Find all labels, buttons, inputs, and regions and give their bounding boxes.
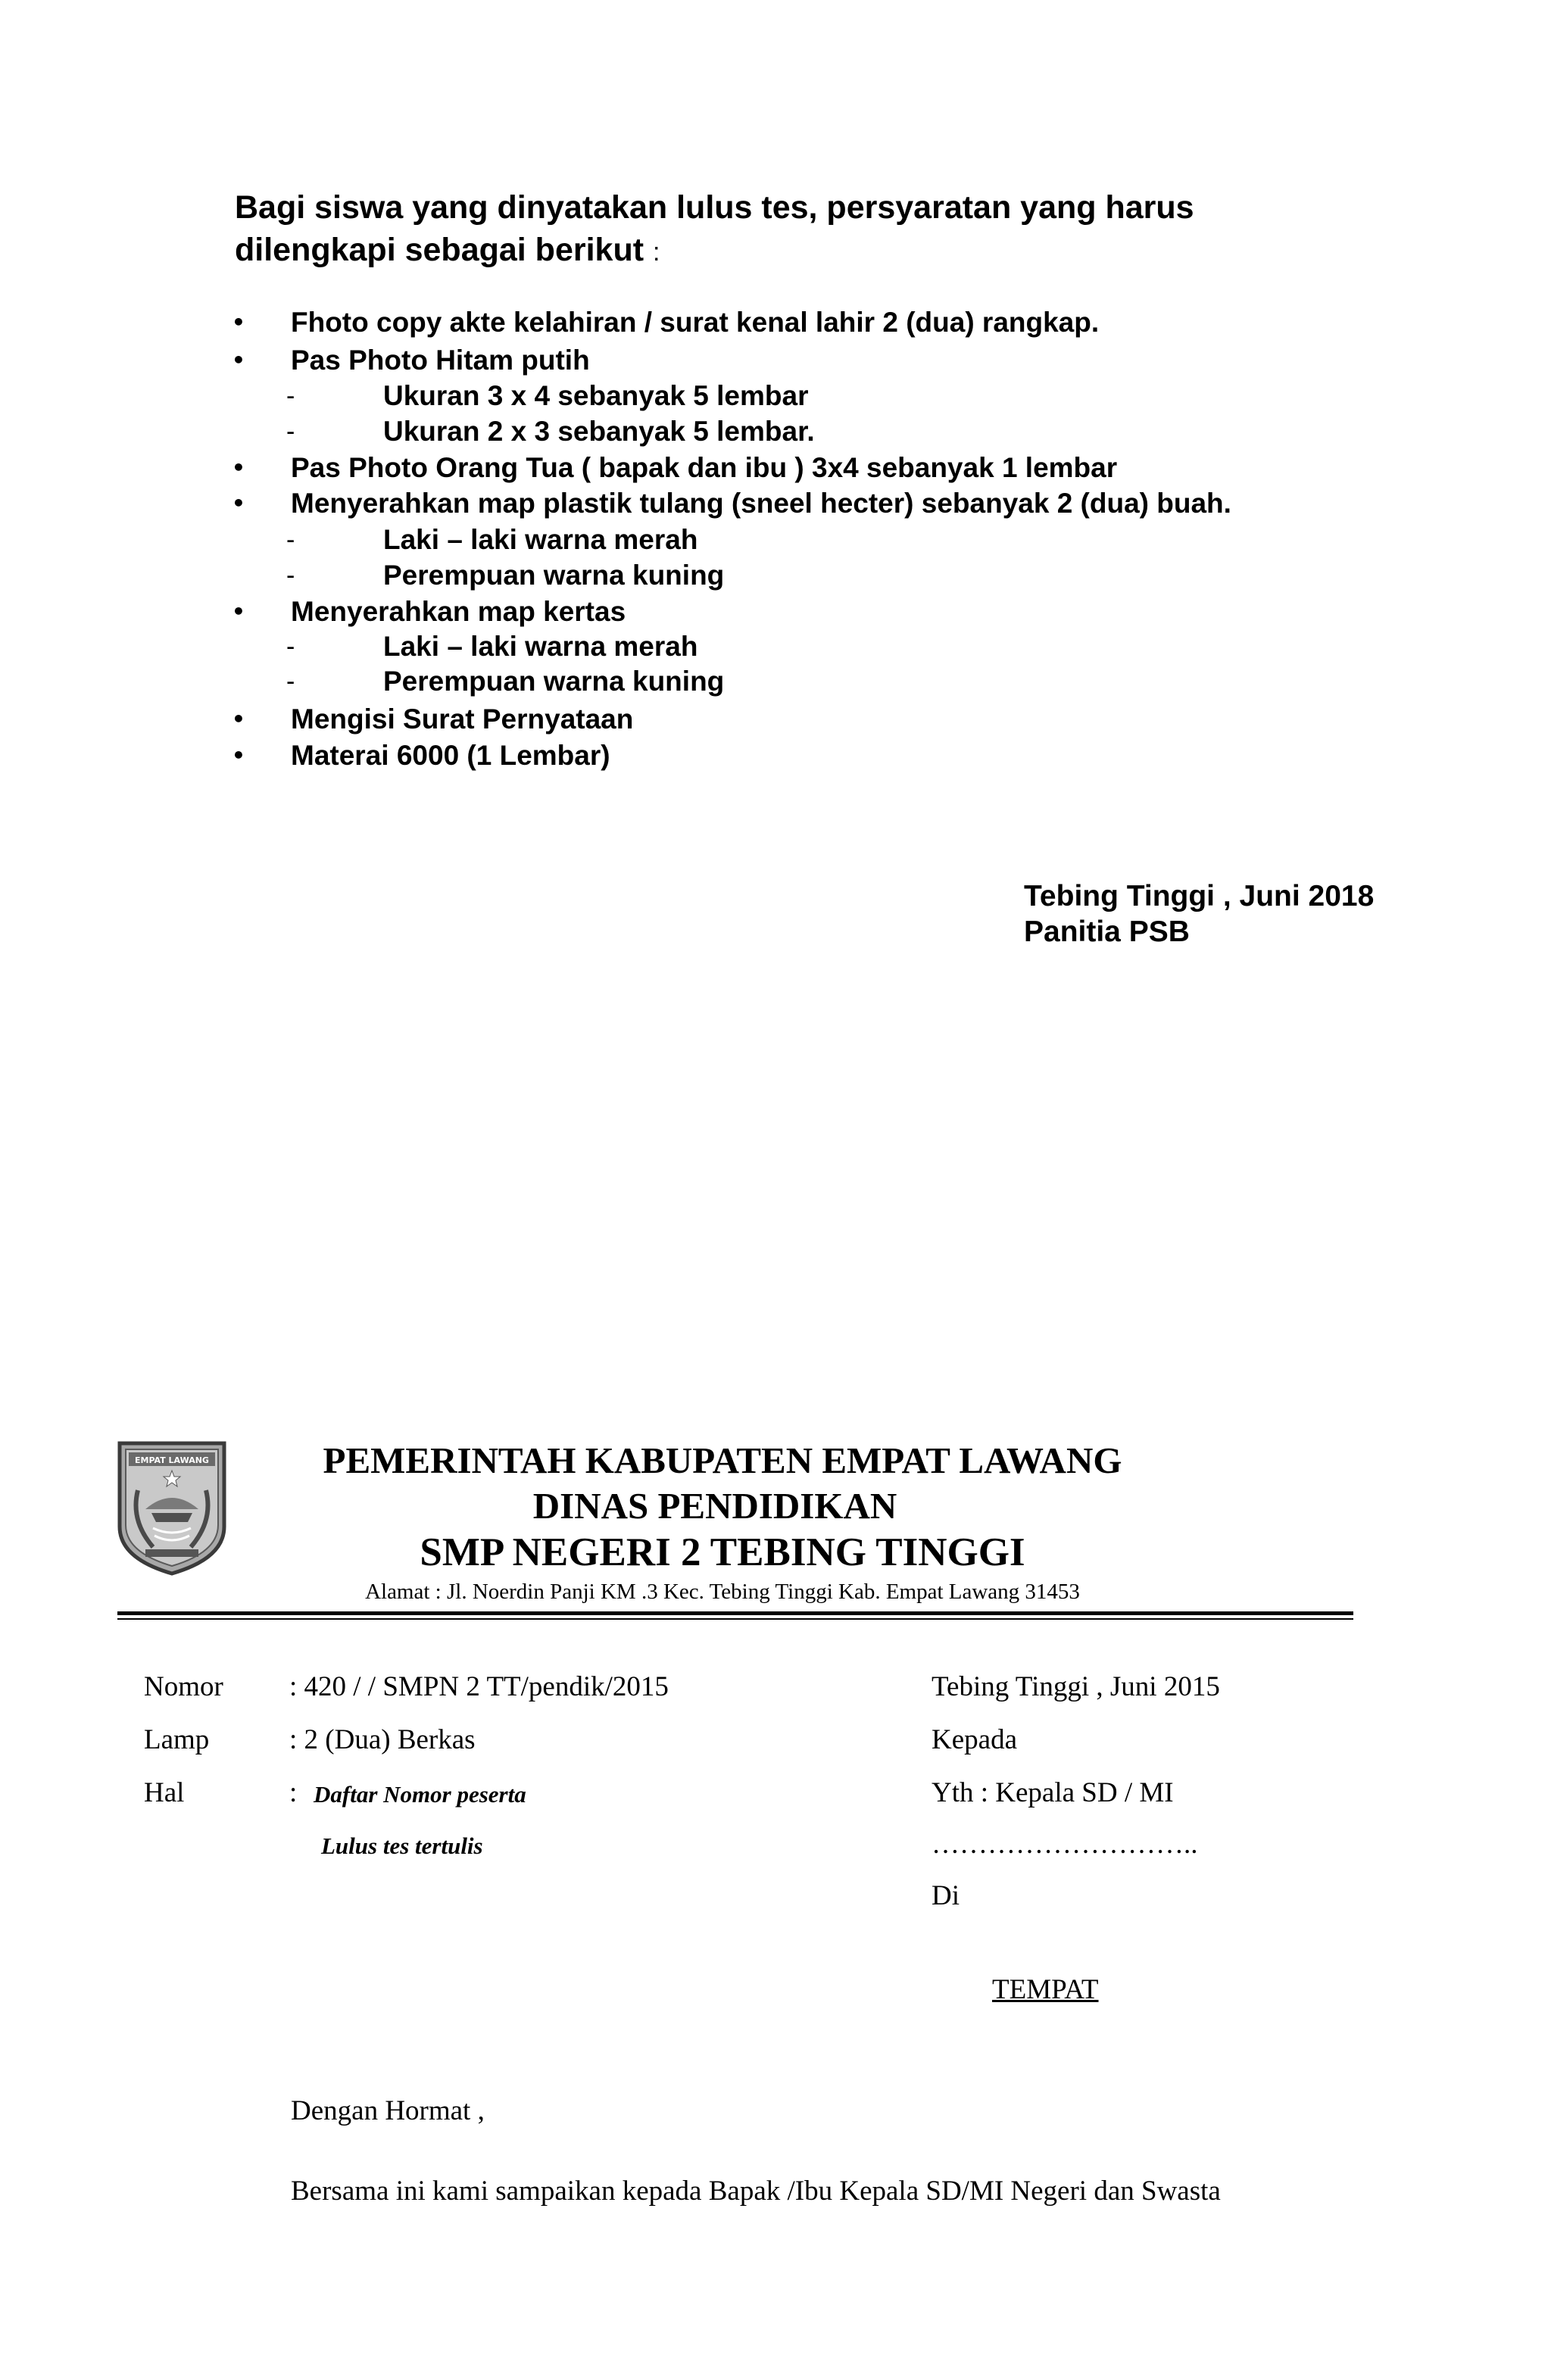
recipient-kepada: Kepada (932, 1724, 1017, 1755)
requirement-item: Materai 6000 (1 Lembar) (291, 740, 610, 771)
letterhead-line-1: PEMERINTAH KABUPATEN EMPAT LAWANG (323, 1440, 1122, 1481)
salutation: Dengan Hormat , (291, 2095, 485, 2126)
nomor-value: : 420 / / SMPN 2 TT/pendik/2015 (289, 1671, 669, 1702)
recipient-dots: ……………………….. (932, 1829, 1198, 1860)
letter-body: Bersama ini kami sampaikan kepada Bapak /Ibu Kepala SD/MI Negeri dan Swasta (291, 2176, 1221, 2207)
dash-icon: - (286, 382, 295, 410)
requirement-item: Menyerahkan map plastik tulang (sneel hecter) sebanyak 2 (dua) buah. (291, 488, 1231, 519)
requirement-item: Menyerahkan map kertas (291, 596, 626, 627)
bullet-icon: • (232, 707, 245, 731)
requirement-subitem: Perempuan warna kuning (383, 666, 725, 697)
dash-icon: - (286, 526, 295, 554)
requirement-item: Pas Photo Hitam putih (291, 345, 590, 376)
hal-value-line-2: Lulus tes tertulis (321, 1833, 483, 1859)
intro-line-1: Bagi siswa yang dinyatakan lulus tes, persyaratan yang harus (235, 189, 1194, 226)
signoff-committee: Panitia PSB (1024, 916, 1190, 948)
dash-icon: - (286, 632, 295, 661)
nomor-label: Nomor (144, 1671, 223, 1702)
requirement-item: Pas Photo Orang Tua ( bapak dan ibu ) 3x4 sebanyak 1 lembar (291, 452, 1118, 483)
recipient-di: Di (932, 1880, 960, 1911)
lamp-value: : 2 (Dua) Berkas (289, 1724, 476, 1755)
dash-icon: - (286, 417, 295, 446)
dash-icon: - (286, 667, 295, 696)
requirement-subitem: Laki – laki warna merah (383, 524, 698, 555)
requirements-list (0, 0, 1551, 833)
requirement-subitem: Perempuan warna kuning (383, 560, 725, 591)
bullet-icon: • (232, 348, 245, 373)
recipient-tempat: TEMPAT (992, 1974, 1099, 2005)
bullet-icon: • (232, 310, 245, 335)
bullet-icon: • (232, 599, 245, 624)
emblem-text: EMPAT LAWANG (135, 1455, 209, 1465)
requirement-subitem: Ukuran 3 x 4 sebanyak 5 lembar (383, 380, 809, 411)
requirement-item: Fhoto copy akte kelahiran / surat kenal lahir 2 (dua) rangkap. (291, 307, 1100, 338)
intro-line-2-text: dilengkapi sebagai berikut (235, 232, 644, 268)
letter-date: Tebing Tinggi , Juni 2015 (932, 1671, 1220, 1702)
requirement-subitem: Laki – laki warna merah (383, 631, 698, 662)
letterhead-address: Alamat : Jl. Noerdin Panji KM .3 Kec. Tebing Tinggi Kab. Empat Lawang 31453 (365, 1580, 1080, 1604)
requirement-subitem: Ukuran 2 x 3 sebanyak 5 lembar. (383, 416, 815, 447)
hal-value-line-1: Daftar Nomor peserta (314, 1781, 526, 1808)
requirement-item: Mengisi Surat Pernyataan (291, 703, 634, 735)
bullet-icon: • (232, 743, 245, 768)
bullet-icon: • (232, 491, 245, 516)
recipient-yth: Yth : Kepala SD / MI (932, 1777, 1174, 1808)
signoff-block (1024, 878, 1374, 950)
letterhead-line-3: SMP NEGERI 2 TEBING TINGGI (420, 1530, 1025, 1574)
hal-colon: : (289, 1777, 298, 1808)
letterhead-rule-thin (117, 1618, 1353, 1620)
signoff-place-date: Tebing Tinggi , Juni 2018 (1024, 880, 1375, 912)
letterhead-rule-thick (117, 1611, 1353, 1615)
letterhead-line-2: DINAS PENDIDIKAN (532, 1485, 897, 1527)
bullet-icon: • (232, 455, 245, 480)
hal-label: Hal (144, 1777, 185, 1808)
dash-icon: - (286, 561, 295, 590)
intro-colon: : (653, 238, 660, 267)
lamp-label: Lamp (144, 1724, 210, 1755)
